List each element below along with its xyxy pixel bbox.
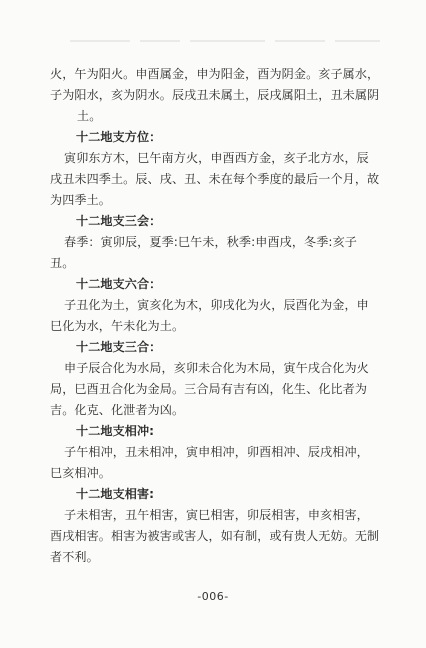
text-line: 寅卯东方木，巳午南方火，申酉西方金，亥子北方水，辰 [64,151,369,165]
body-text [50,64,383,568]
text-line: 土。 [77,109,102,123]
text-line: 酉戌相害。相害为被害或害人，如有制，或有贵人无妨。无制 [50,529,380,543]
header-bleed-through [70,40,390,44]
text-line: 申子辰合化为水局，亥卯未合化为木局，寅午戌合化为火 [64,361,369,375]
page-number: -006- [197,590,229,603]
section-heading-three-meetings: 十二地支三会： [76,214,162,228]
text-line: 为四季土。 [50,193,111,207]
text-line: 春季：寅卯辰，夏季:巳午未，秋季:申酉戌，冬季:亥子 [64,235,357,249]
text-line: 子午相冲，丑未相冲，寅申相冲，卯酉相冲、辰戌相冲， [64,445,369,459]
text-line: 巳亥相冲。 [50,466,111,480]
text-line: 局，巳酉丑合化为金局。三合局有吉有凶，化生、化比者为 [50,382,368,396]
section-heading-clashes: 十二地支相冲: [76,424,155,438]
text-line: 丑。 [50,256,75,270]
paragraph-three-meetings [50,232,383,274]
text-line: 火，午为阳火。申酉属金，申为阳金，酉为阴金。亥子属水， [50,67,380,81]
text-line: 子未相害，丑午相害，寅巳相害，卯辰相害，申亥相害， [64,508,369,522]
paragraph-six-combinations [50,295,383,337]
text-line: 子为阳水，亥为阴水。辰戌丑未属土，辰戌属阳土，丑未属阴 [50,88,380,102]
text-line: 巳化为水，午未化为土。 [50,319,185,333]
text-line: 子丑化为土，寅亥化为木，卯戌化为火，辰酉化为金，申 [64,298,369,312]
text-line: 吉。化克、化泄者为凶。 [50,403,185,417]
section-heading-six-combinations: 十二地支六合： [76,277,162,291]
paragraph-element-properties [50,64,383,127]
paragraph-harms [50,505,383,568]
section-heading-harms: 十二地支相害: [76,487,155,501]
paragraph-three-combinations [50,358,383,421]
section-heading-three-combinations: 十二地支三合： [76,340,162,354]
text-line: 者不利。 [50,550,99,564]
paragraph-directions [50,148,383,211]
text-line: 戌丑未四季土。辰、戌、丑、未在每个季度的最后一个月，故 [50,172,380,186]
paragraph-clashes [50,442,383,484]
section-heading-directions: 十二地支方位： [76,130,162,144]
